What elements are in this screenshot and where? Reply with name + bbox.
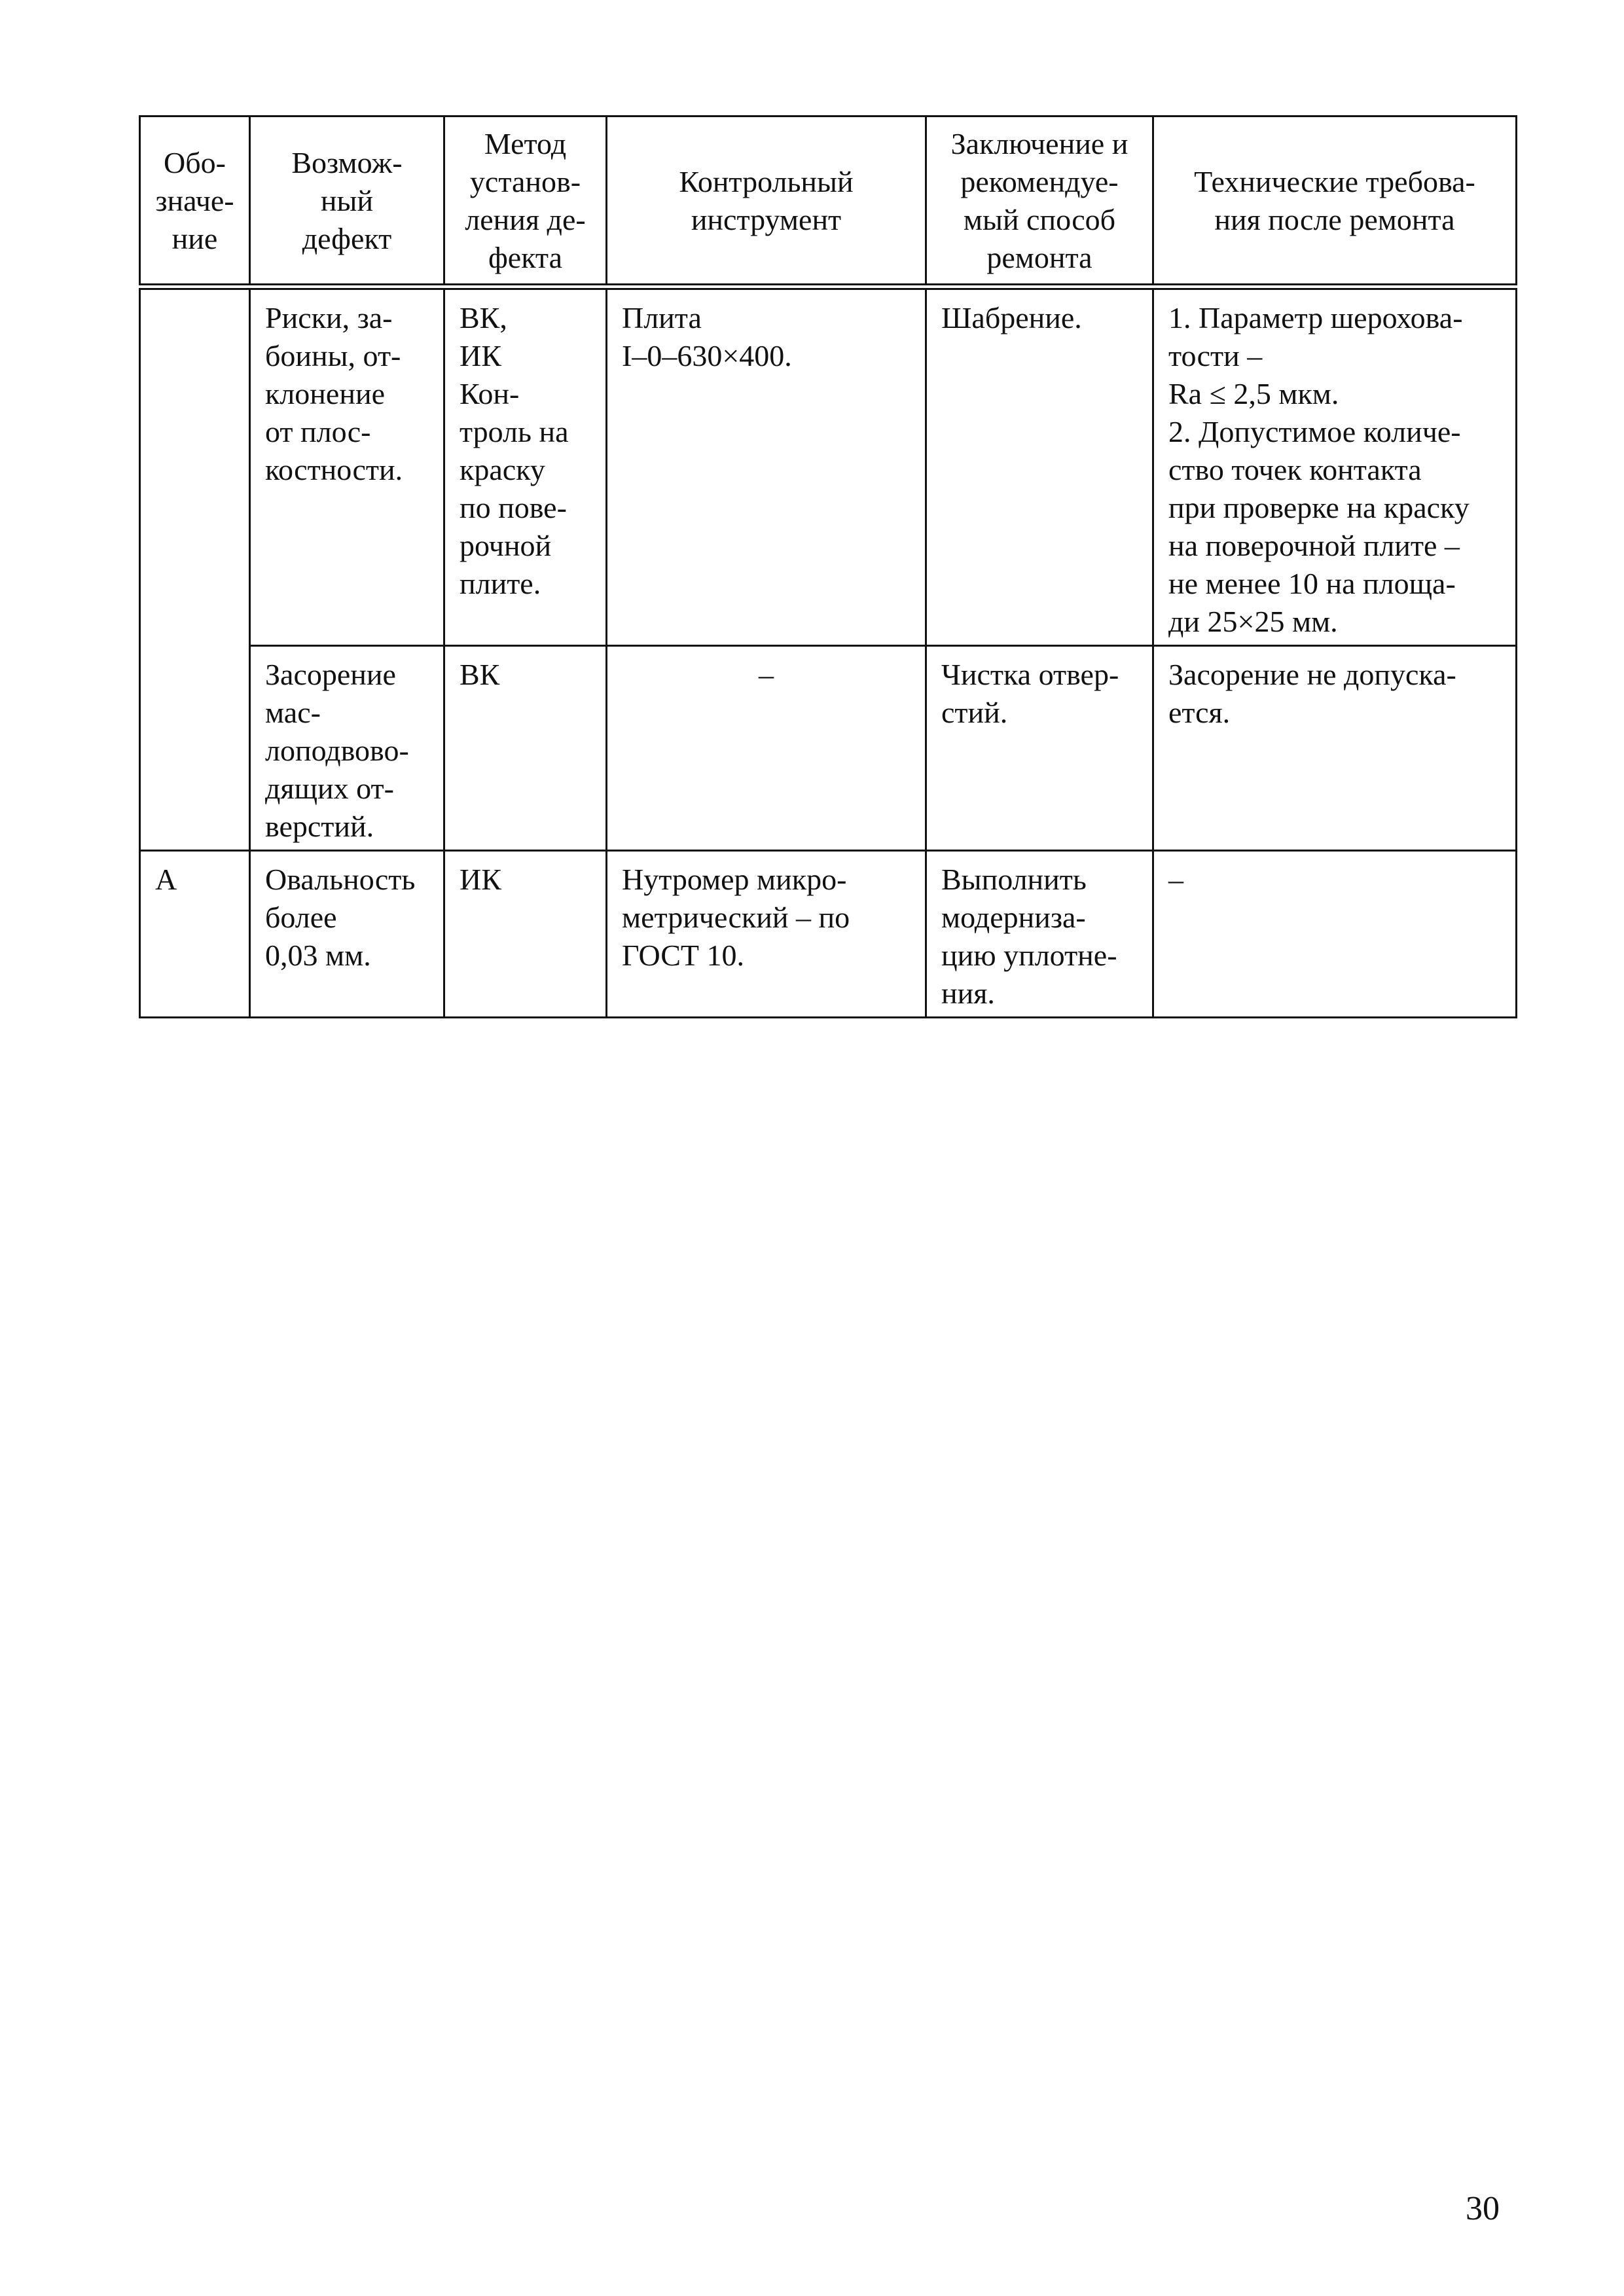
- cell-defect: Засорение мас- лоподвово- дящих от- верстий.: [250, 646, 444, 851]
- header-defect: Возмож- ный дефект: [250, 117, 444, 287]
- cell-designation: [140, 287, 250, 851]
- cell-instrument: Нутромер микро- метрический – по ГОСТ 10.: [607, 851, 926, 1018]
- cell-method: ВК, ИК Кон- троль на краску по пове- рочной плите.: [444, 287, 607, 646]
- cell-method: ВК: [444, 646, 607, 851]
- header-conclusion: Заключение и рекомендуе- мый способ ремонта: [926, 117, 1153, 287]
- header-designation: Обо- значе- ние: [140, 117, 250, 287]
- cell-method: ИК: [444, 851, 607, 1018]
- cell-designation: А: [140, 851, 250, 1018]
- table-row: [140, 851, 1517, 1018]
- header-method: Метод установ- ления де- фекта: [444, 117, 607, 287]
- table-header-row: [140, 117, 1517, 287]
- cell-instrument: Плита I–0–630×400.: [607, 287, 926, 646]
- cell-conclusion: Выполнить модерниза- цию уплотне- ния.: [926, 851, 1153, 1018]
- header-instrument: Контрольный инструмент: [607, 117, 926, 287]
- cell-requirements: –: [1153, 851, 1517, 1018]
- cell-requirements: Засорение не допуска- ется.: [1153, 646, 1517, 851]
- cell-defect: Овальность более 0,03 мм.: [250, 851, 444, 1018]
- page-number: 30: [1466, 2190, 1500, 2227]
- cell-instrument: –: [607, 646, 926, 851]
- cell-conclusion: Чистка отвер- стий.: [926, 646, 1153, 851]
- cell-requirements: 1. Параметр шерохова- тости – Ra ≤ 2,5 мкм. 2. Допустимое количе- ство точек контакта при проверке на краску на поверочной плите – не менее 10 на площа- ди 25×25 мм.: [1153, 287, 1517, 646]
- cell-defect: Риски, за- боины, от- клонение от плос- костности.: [250, 287, 444, 646]
- header-requirements: Технические требова- ния после ремонта: [1153, 117, 1517, 287]
- defects-table: [139, 115, 1517, 1018]
- table-row: [140, 646, 1517, 851]
- cell-conclusion: Шабрение.: [926, 287, 1153, 646]
- table-row: [140, 287, 1517, 646]
